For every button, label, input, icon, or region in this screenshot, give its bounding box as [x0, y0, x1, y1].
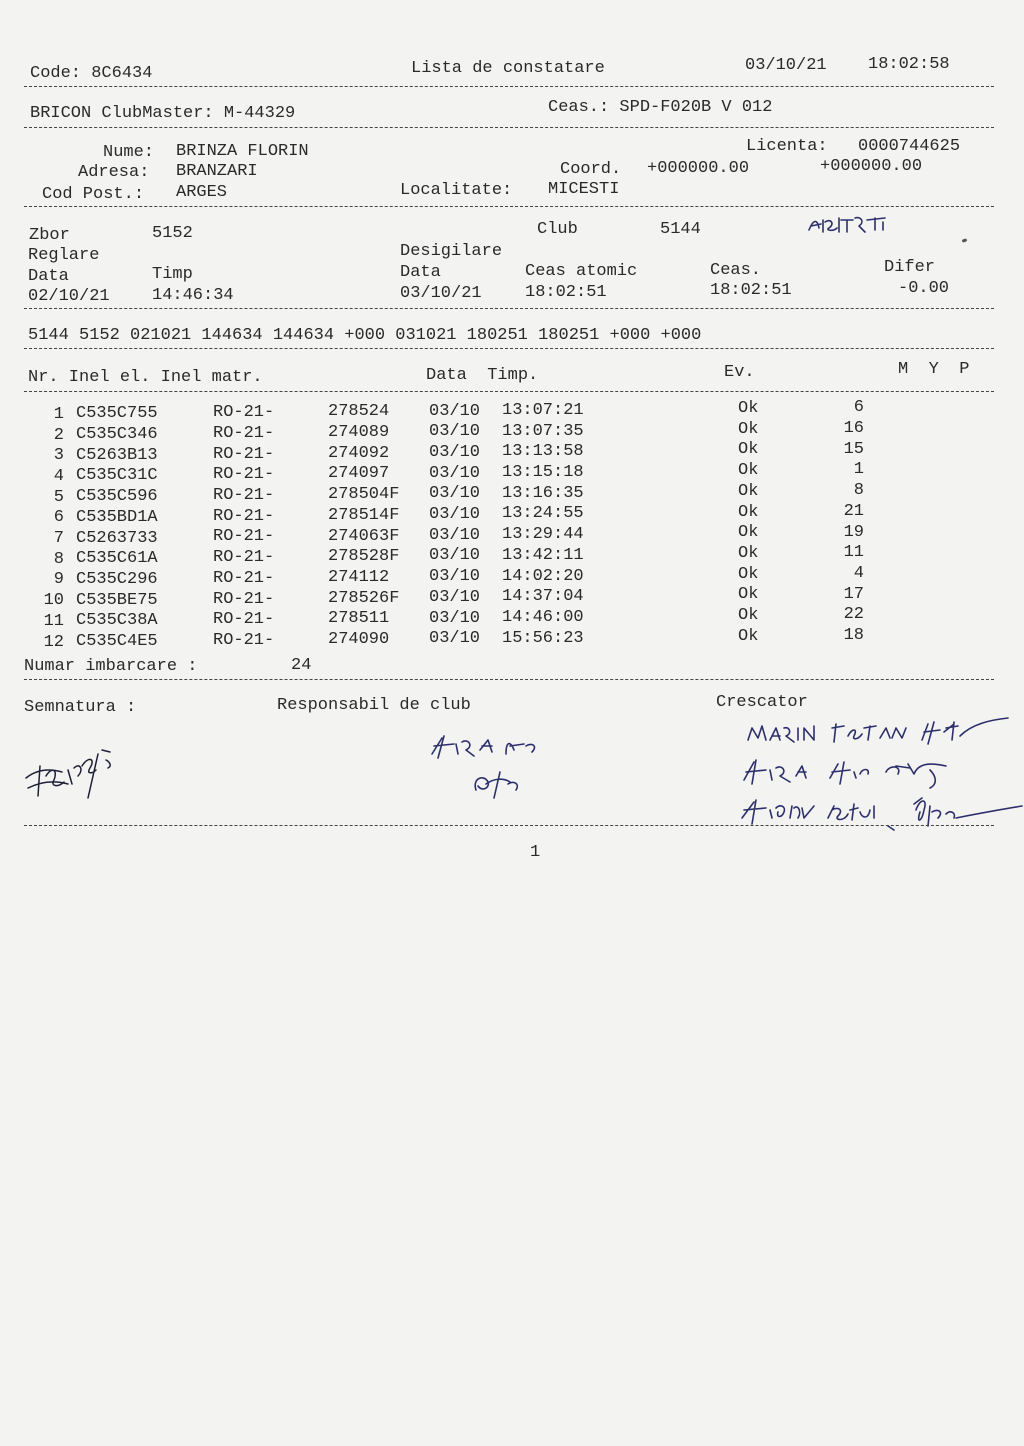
row-inel-matr: 274089 [328, 423, 390, 443]
clubmaster-info: BRICON ClubMaster: M-44329 [30, 104, 296, 123]
row-loc: 22 [843, 605, 864, 625]
row-data: 03/10 [429, 463, 481, 483]
row-nr: 2 [53, 425, 64, 445]
row-nr: 12 [43, 632, 64, 652]
header-time: 18:02:58 [868, 55, 950, 74]
row-timp: 13:07:35 [502, 421, 584, 441]
row-prefix: RO-21- [213, 423, 275, 443]
row-inel-el: C535C61A [76, 549, 158, 569]
timp-label: Timp [152, 265, 193, 284]
nume-value: BRINZA FLORIN [176, 142, 309, 161]
ceas-atomic-value: 18:02:51 [525, 283, 607, 302]
row-timp: 13:15:18 [502, 463, 584, 483]
handwritten-note-top [805, 210, 900, 240]
zbor-label: Zbor [29, 226, 70, 245]
page-number: 1 [530, 843, 541, 862]
table-header-myp: M Y P [898, 360, 970, 379]
divider [24, 86, 994, 87]
row-prefix: RO-21- [213, 444, 275, 464]
row-data: 03/10 [429, 567, 481, 587]
club-label: Club [537, 220, 578, 239]
row-prefix: RO-21- [213, 506, 275, 526]
responsabil-signature [428, 732, 558, 802]
difer-value: -0.00 [898, 279, 950, 298]
row-ev: Ok [738, 440, 759, 460]
clock-info: Ceas.: SPD-F020B V 012 [548, 98, 773, 117]
row-prefix: RO-21- [213, 568, 275, 588]
ink-dot [962, 238, 968, 243]
row-loc: 19 [843, 522, 864, 542]
row-inel-matr: 278526F [328, 588, 400, 608]
row-inel-el: C5263B13 [76, 445, 158, 465]
row-loc: 15 [843, 439, 864, 459]
row-timp: 13:42:11 [502, 545, 584, 565]
row-inel-el: C5263733 [76, 528, 158, 548]
row-prefix: RO-21- [213, 610, 275, 630]
row-ev: Ok [738, 481, 759, 501]
nume-label: Nume: [103, 143, 155, 162]
row-prefix: RO-21- [213, 630, 275, 650]
row-inel-matr: 274112 [328, 567, 390, 587]
row-timp: 13:29:44 [502, 525, 584, 545]
responsabil-label: Responsabil de club [277, 696, 471, 715]
row-nr: 5 [53, 487, 64, 507]
row-ev: Ok [738, 502, 759, 522]
row-nr: 11 [43, 611, 64, 631]
row-timp: 15:56:23 [502, 628, 584, 648]
divider [24, 348, 994, 349]
code-label: Code: 8C6434 [30, 64, 153, 83]
imbarcare-label: Numar imbarcare : [24, 657, 198, 676]
row-prefix: RO-21- [213, 548, 275, 568]
row-inel-matr: 274090 [328, 630, 390, 650]
row-ev: Ok [738, 543, 759, 563]
club-value: 5144 [660, 220, 701, 239]
row-inel-el: C535C755 [76, 404, 158, 424]
row-inel-el: C535C31C [76, 466, 158, 486]
row-data: 03/10 [429, 484, 481, 504]
row-timp: 13:24:55 [502, 504, 584, 524]
zbor-value: 5152 [152, 224, 193, 243]
row-inel-matr: 274092 [328, 443, 390, 463]
row-loc: 11 [843, 543, 864, 563]
row-prefix: RO-21- [213, 403, 275, 423]
row-timp: 13:13:58 [502, 442, 584, 462]
document-title: Lista de constatare [411, 59, 605, 78]
row-inel-el: C535BE75 [76, 590, 158, 610]
divider [24, 391, 994, 392]
row-nr: 4 [53, 466, 64, 486]
row-loc: 17 [843, 584, 864, 604]
difer-label: Difer [884, 258, 936, 277]
coord-y: +000000.00 [820, 157, 923, 176]
licenta-label: Licenta: [746, 137, 828, 156]
row-data: 03/10 [429, 442, 481, 462]
row-data: 03/10 [429, 505, 481, 525]
row-inel-el: C535BD1A [76, 507, 158, 527]
row-nr: 7 [53, 529, 64, 548]
row-timp: 13:07:21 [502, 400, 584, 420]
table-header-ev: Ev. [724, 363, 755, 382]
ceas-atomic-label: Ceas atomic [525, 262, 638, 281]
row-nr: 3 [53, 446, 64, 466]
reglare-timp: 14:46:34 [152, 286, 234, 305]
row-nr: 9 [53, 570, 64, 590]
localitate-value: MICESTI [548, 180, 620, 199]
row-ev: Ok [738, 606, 759, 626]
row-loc: 8 [853, 481, 864, 501]
row-loc: 21 [843, 501, 864, 521]
row-data: 03/10 [429, 629, 481, 649]
row-inel-matr: 278514F [328, 505, 400, 525]
row-inel-matr: 274097 [328, 464, 390, 484]
row-nr: 8 [53, 549, 64, 569]
row-nr: 6 [53, 508, 64, 528]
row-ev: Ok [738, 626, 759, 646]
row-loc: 16 [843, 419, 864, 439]
divider [24, 308, 994, 309]
header-date: 03/10/21 [745, 56, 827, 75]
adresa-value: BRANZARI [176, 162, 258, 181]
ceas-label: Ceas. [710, 261, 762, 280]
crescator-label: Crescator [716, 693, 808, 712]
row-inel-matr: 278511 [328, 609, 390, 629]
ceas-value: 18:02:51 [710, 281, 792, 300]
row-loc: 4 [853, 563, 864, 583]
row-loc: 1 [853, 460, 864, 480]
row-inel-matr: 274063F [328, 526, 400, 546]
codpost-value: ARGES [176, 183, 228, 202]
row-data: 03/10 [429, 608, 481, 628]
owner-signature [18, 740, 128, 802]
row-inel-matr: 278524 [328, 402, 390, 422]
reglare-data: 02/10/21 [28, 287, 110, 306]
row-data: 03/10 [429, 525, 481, 545]
row-loc: 18 [843, 626, 864, 646]
row-data: 03/10 [429, 401, 481, 421]
row-inel-el: C535C596 [76, 487, 158, 507]
data-label: Data [28, 267, 69, 286]
desigilare-label: Desigilare [400, 242, 503, 261]
coord-label: Coord. [560, 160, 622, 179]
divider [24, 825, 994, 826]
row-data: 03/10 [429, 422, 481, 442]
row-ev: Ok [738, 564, 759, 584]
row-ev: Ok [738, 585, 759, 605]
row-ev: Ok [738, 523, 759, 543]
row-nr: 1 [53, 404, 64, 424]
data2-label: Data [400, 263, 441, 282]
imbarcare-value: 24 [291, 656, 312, 675]
row-inel-el: C535C296 [76, 569, 158, 589]
divider [24, 206, 994, 207]
row-prefix: RO-21- [213, 527, 275, 547]
row-nr: 10 [43, 591, 64, 611]
table-header-data-timp: Data Timp. [426, 366, 539, 385]
row-inel-el: C535C4E5 [76, 632, 158, 652]
adresa-label: Adresa: [78, 163, 150, 182]
divider [24, 679, 994, 680]
row-loc: 6 [853, 398, 864, 418]
codpost-label: Cod Post.: [42, 185, 145, 204]
table-header-inel: Nr. Inel el. Inel matr. [28, 368, 263, 387]
desigilare-data: 03/10/21 [400, 284, 482, 303]
row-ev: Ok [738, 461, 759, 481]
row-inel-el: C535C38A [76, 611, 158, 631]
row-ev: Ok [738, 419, 759, 439]
row-ev: Ok [738, 399, 759, 419]
row-timp: 14:02:20 [502, 566, 584, 586]
row-inel-matr: 278504F [328, 485, 400, 505]
row-prefix: RO-21- [213, 589, 275, 609]
row-timp: 14:46:00 [502, 607, 584, 627]
row-data: 03/10 [429, 546, 481, 566]
divider [24, 127, 994, 128]
row-inel-matr: 278528F [328, 547, 400, 567]
localitate-label: Localitate: [400, 181, 513, 200]
reglare-label: Reglare [28, 246, 100, 265]
row-prefix: RO-21- [213, 465, 275, 485]
row-timp: 14:37:04 [502, 587, 584, 607]
row-prefix: RO-21- [213, 486, 275, 506]
coord-x: +000000.00 [647, 159, 750, 178]
licenta-value: 0000744625 [858, 137, 961, 156]
row-data: 03/10 [429, 587, 481, 607]
row-timp: 13:16:35 [502, 483, 584, 503]
row-inel-el: C535C346 [76, 425, 158, 445]
semnatura-label: Semnatura : [24, 698, 137, 717]
code-line: 5144 5152 021021 144634 144634 +000 031021 180251 180251 +000 +000 [28, 326, 702, 345]
